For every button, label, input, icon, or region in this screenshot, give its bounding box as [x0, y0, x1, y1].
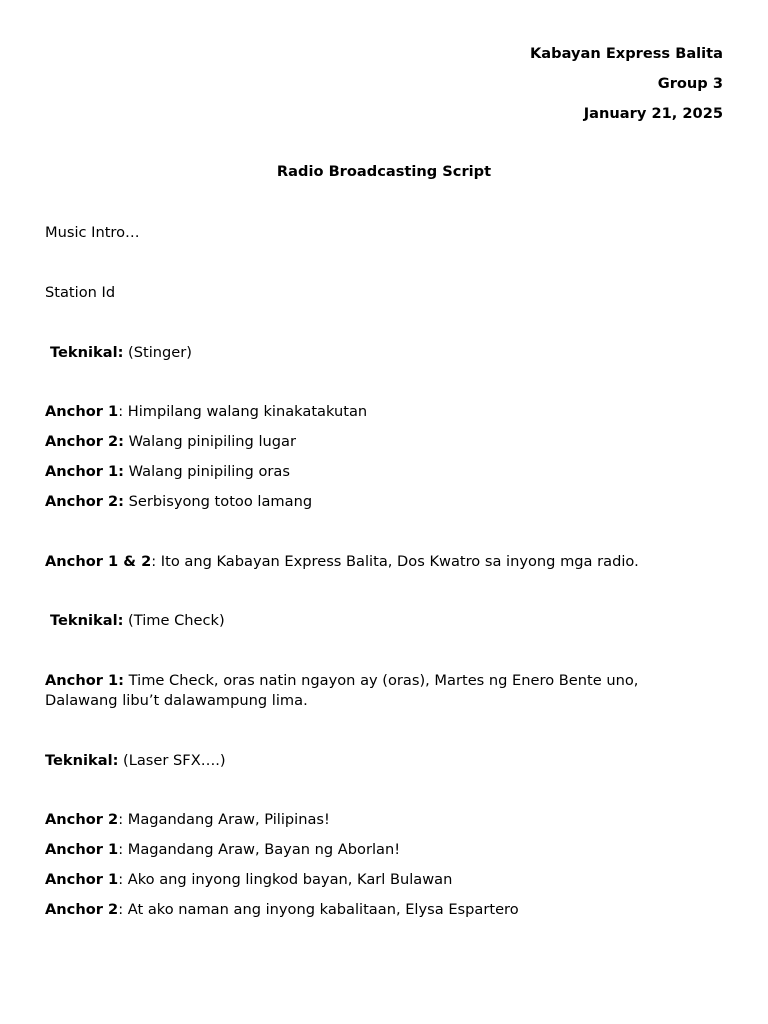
script-line	[45, 492, 705, 512]
dialogue-text: : Magandang Araw, Pilipinas!	[118, 811, 330, 828]
dialogue-text: Time Check, oras natin ngayon ay (oras), Martes ng Enero Bente uno, Dalawang libu’t dalawampung lima.	[45, 672, 639, 709]
script-line	[45, 462, 705, 482]
speaker-label: Anchor 2:	[45, 493, 125, 510]
speaker-label: Anchor 1	[45, 841, 119, 858]
script-line	[45, 402, 705, 422]
dialogue-text: Serbisyong totoo lamang	[124, 493, 313, 510]
document-title: Radio Broadcasting Script	[276, 163, 492, 180]
dialogue-text: : Himpilang walang kinakatakutan	[118, 403, 368, 420]
script-line	[45, 552, 705, 572]
dialogue-text: : At ako naman ang inyong kabalitaan, Elysa Espartero	[118, 901, 519, 918]
script-line	[45, 870, 705, 890]
dialogue-text: : Ako ang inyong lingkod bayan, Karl Bulawan	[118, 871, 453, 888]
dialogue-text: Walang pinipiling oras	[124, 463, 290, 480]
music-intro-line: Music Intro…	[45, 224, 140, 241]
speaker-label: Teknikal:	[50, 612, 124, 629]
script-line	[45, 671, 675, 710]
speaker-label: Anchor 1	[45, 871, 119, 888]
speaker-label: Anchor 2	[45, 901, 119, 918]
script-line	[45, 751, 705, 771]
speaker-label: Anchor 1 & 2	[45, 553, 152, 570]
speaker-label: Anchor 2	[45, 811, 119, 828]
dialogue-text: : Ito ang Kabayan Express Balita, Dos Kwatro sa inyong mga radio.	[151, 553, 639, 570]
station-id-line: Station Id	[45, 284, 116, 301]
dialogue-text: (Laser SFX….)	[118, 752, 226, 769]
speaker-label: Anchor 1:	[45, 672, 125, 689]
script-line	[50, 343, 710, 363]
publication-name: Kabayan Express Balita	[529, 45, 723, 62]
script-line	[45, 432, 705, 452]
group-label: Group 3	[657, 75, 723, 92]
document-date: January 21, 2025	[583, 105, 723, 122]
speaker-label: Anchor 1	[45, 403, 119, 420]
dialogue-text: Walang pinipiling lugar	[124, 433, 296, 450]
dialogue-text: (Time Check)	[123, 612, 225, 629]
script-line	[45, 840, 705, 860]
speaker-label: Teknikal:	[50, 344, 124, 361]
dialogue-text: (Stinger)	[123, 344, 192, 361]
script-line	[45, 900, 705, 920]
script-line	[50, 611, 710, 631]
speaker-label: Anchor 1:	[45, 463, 125, 480]
dialogue-text: : Magandang Araw, Bayan ng Aborlan!	[118, 841, 401, 858]
speaker-label: Anchor 2:	[45, 433, 125, 450]
script-line	[45, 810, 705, 830]
speaker-label: Teknikal:	[45, 752, 119, 769]
